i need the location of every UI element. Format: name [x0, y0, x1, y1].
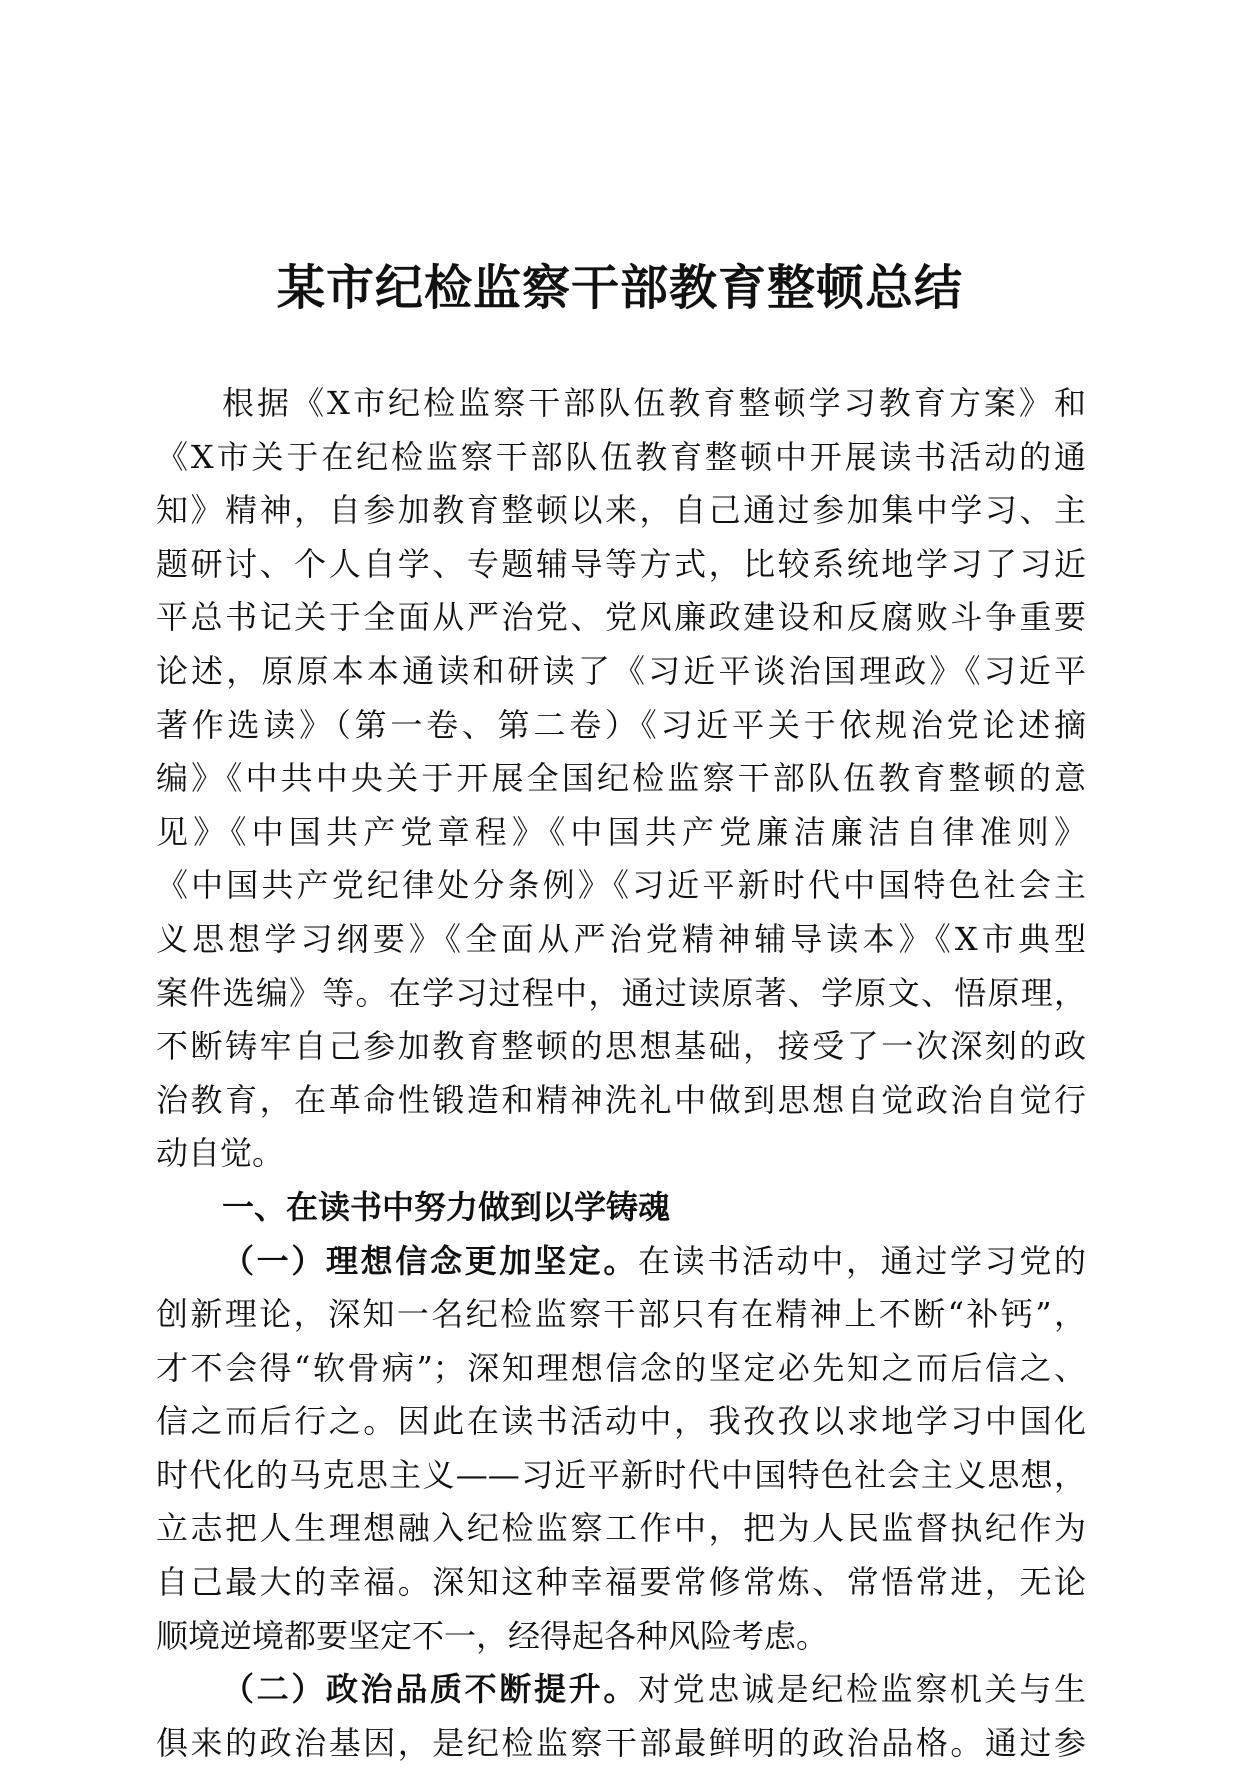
- paragraph-line: 才不会得“软骨病”；深知理想信念的坚定必先知之而后信之、: [156, 1348, 1086, 1387]
- paragraph-line: 案件选编》等。在学习过程中，通过读原著、学原文、悟原理，: [156, 973, 1086, 1012]
- paragraph-line: 不断铸牢自己参加教育整顿的思想基础，接受了一次深刻的政: [156, 1027, 1086, 1066]
- section-heading: 一、在读书中努力做到以学铸魂: [222, 1187, 671, 1226]
- paragraph-line: 俱来的政治基因，是纪检监察干部最鲜明的政治品格。通过参: [156, 1723, 1086, 1762]
- paragraph-line: 平总书记关于全面从严治党、党风廉政建设和反腐败斗争重要: [156, 598, 1086, 637]
- paragraph-line: 知》精神，自参加教育整顿以来，自己通过参加集中学习、主: [156, 491, 1086, 530]
- document-title: 某市纪检监察干部教育整顿总结: [276, 260, 963, 316]
- subsection-lead: （二）政治品质不断提升。: [222, 1670, 638, 1709]
- paragraph-line: 义思想学习纲要》《全面从严治党精神辅导读本》《X市典型: [156, 919, 1086, 958]
- paragraph-line: 自己最大的幸福。深知这种幸福要常修常炼、常悟常进，无论: [156, 1563, 1086, 1602]
- paragraph-line: 时代化的马克思主义——习近平新时代中国特色社会主义思想，: [156, 1455, 1086, 1494]
- paragraph-line: 顺境逆境都要坚定不一，经得起各种风险考虑。: [156, 1616, 829, 1655]
- subsection-1: [156, 1235, 1086, 1664]
- paragraph-line: [156, 1235, 1086, 1289]
- paragraph-line: 见》《中国共产党章程》《中国共产党廉洁廉洁自律准则》: [156, 812, 1086, 851]
- paragraph-line: 动自觉。: [156, 1134, 285, 1173]
- paragraph-line: [156, 1663, 1086, 1717]
- paragraph-line: 论述，原原本本通读和研读了《习近平谈治国理政》《习近平: [156, 651, 1086, 690]
- paragraph-line: 创新理论，深知一名纪检监察干部只有在精神上不断“补钙”，: [156, 1295, 1086, 1334]
- document-body: [156, 377, 1086, 1770]
- paragraph-line: 根据《X市纪检监察干部队伍教育整顿学习教育方案》和: [222, 384, 1086, 422]
- paragraph-line: 《中国共产党纪律处分条例》《习近平新时代中国特色社会主: [156, 866, 1086, 905]
- paragraph-line: 题研讨、个人自学、专题辅导等方式，比较系统地学习了习近: [156, 544, 1086, 583]
- subsection-lead: （一）理想信念更加坚定。: [222, 1241, 638, 1280]
- paragraph-line: 编》《中共中央关于开展全国纪检监察干部队伍教育整顿的意: [156, 759, 1086, 798]
- paragraph-line: 著作选读》（第一卷、第二卷）《习近平关于依规治党论述摘: [156, 705, 1086, 744]
- intro-paragraph: [156, 377, 1086, 1181]
- paragraph-line: 立志把人生理想融入纪检监察工作中，把为人民监督执纪作为: [156, 1509, 1086, 1548]
- paragraph-line: 《X市关于在纪检监察干部队伍教育整顿中开展读书活动的通: [156, 437, 1086, 476]
- paragraph-line: 信之而后行之。因此在读书活动中，我孜孜以求地学习中国化: [156, 1402, 1086, 1441]
- subsection-text: 在读书活动中，通过学习党的: [638, 1241, 1086, 1280]
- paragraph-line: 治教育，在革命性锻造和精神洗礼中做到思想自觉政治自觉行: [156, 1080, 1086, 1119]
- subsection-text: 对党忠诚是纪检监察机关与生: [638, 1670, 1086, 1709]
